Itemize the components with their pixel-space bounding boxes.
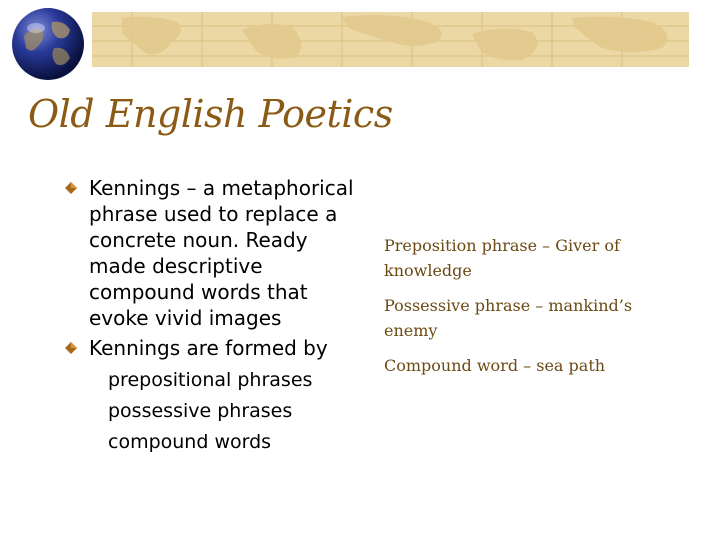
sub-item-prepositional: prepositional phrases: [108, 369, 313, 391]
sub-item-compound: compound words: [108, 431, 272, 453]
bullet-text: Kennings are formed by: [89, 336, 328, 360]
globe-icon: [10, 6, 86, 82]
bullet-text: Kennings – a metaphorical phrase used to replace a concrete noun. Ready made descriptive compound words that evoke vivid images: [89, 176, 354, 330]
map-banner: [92, 12, 689, 67]
bullet-item-kennings-definition: [64, 175, 364, 331]
sub-item-possessive: possessive phrases: [108, 400, 293, 422]
bullet-list: [64, 175, 364, 458]
example-possessive-phrase: Possessive phrase – mankind’s enemy: [384, 296, 633, 340]
example-compound-word: Compound word – sea path: [384, 356, 606, 375]
example-preposition-phrase: Preposition phrase – Giver of knowledge: [384, 236, 620, 280]
diamond-bullet-icon: [65, 342, 77, 354]
bullet-item-kennings-formed: [64, 335, 364, 361]
formation-sublist: [64, 365, 364, 458]
slide-title: Old English Poetics: [28, 92, 393, 136]
diamond-bullet-icon: [65, 182, 77, 194]
examples-list: [384, 233, 644, 378]
